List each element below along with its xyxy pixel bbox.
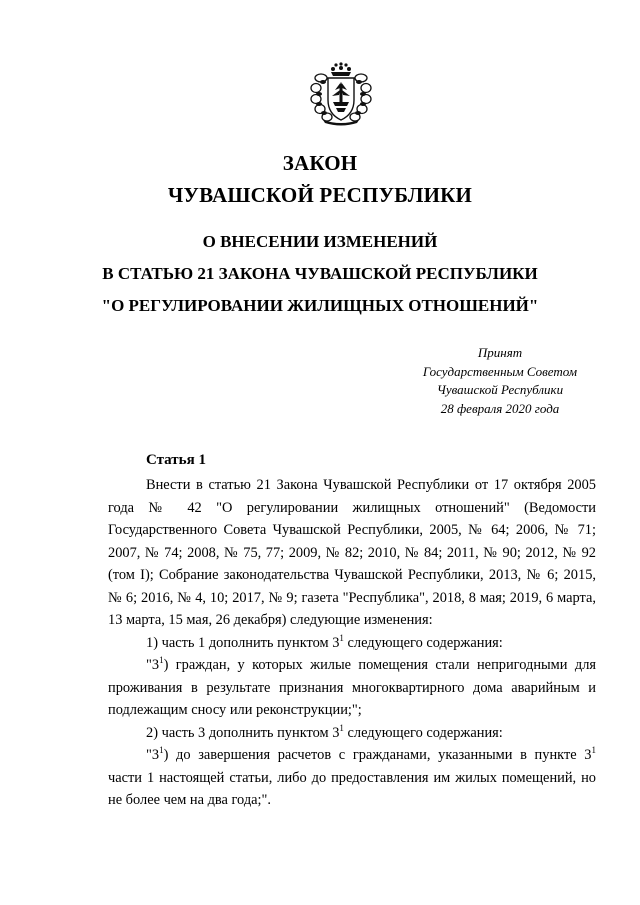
coat-of-arms-emblem [309, 60, 373, 126]
adoption-line-2: Государственным Советом [422, 363, 578, 379]
document-title: ЗАКОН [282, 151, 358, 175]
adoption-line-1: Принят [477, 345, 523, 360]
adoption-note [395, 344, 605, 418]
item-1-text: 1) часть 1 дополнить пунктом 3 [146, 634, 340, 651]
item-2-text: 2) часть 3 дополнить пунктом 3 [146, 724, 340, 741]
item-1-paragraph [108, 632, 596, 655]
subtitle-line-1: О ВНЕСЕНИИ ИЗМЕНЕНИЙ [202, 232, 438, 251]
item-1-text-end: следующего содержания: [343, 634, 503, 651]
subtitle-line-3: "О РЕГУЛИРОВАНИИ ЖИЛИЩНЫХ ОТНОШЕНИЙ" [101, 296, 539, 315]
quote-2-text-end: части 1 настоящей статьи, либо до предоставления им жилых помещений, но не более чем на два года;". [108, 769, 596, 808]
article-heading: Статья 1 [146, 452, 206, 468]
superscript: 1 [159, 745, 164, 755]
quote-1-paragraph [108, 654, 596, 722]
law-subtitle [0, 226, 640, 322]
superscript: 1 [339, 632, 344, 643]
item-2-paragraph [108, 722, 596, 745]
quote-2-paragraph [108, 744, 596, 812]
subtitle-line-2: В СТАТЬЮ 21 ЗАКОНА ЧУВАШСКОЙ РЕСПУБЛИКИ [102, 264, 538, 283]
item-2-text-end: следующего содержания: [343, 724, 503, 741]
quote-1-start: "3 [146, 657, 160, 673]
superscript: 1 [591, 745, 596, 755]
superscript: 1 [339, 722, 344, 733]
document-title-republic: ЧУВАШСКОЙ РЕСПУБЛИКИ [167, 183, 473, 207]
adoption-date: 28 февраля 2020 года [440, 400, 560, 416]
article-body [108, 474, 596, 812]
quote-1-text: ) граждан, у которых жилые помещения стали непригодными для проживания в результате признания многоквартирного дома аварийным и подлежащим сносу или реконструкции;"; [108, 657, 596, 718]
quote-2-start: "3 [146, 747, 160, 763]
article-intro-paragraph: Внести в статью 21 Закона Чувашской Республики от 17 октября 2005 года № 42 "О регулировании жилищных отношений" (Ведомости Государственного Совета Чувашской Республики, 2005, № 64; 2006, № 71; 2007, № 74; 2008, № 75, 77; 2009, № 82; 2010, № 84; 2011, № 90; 2012, № 92 (том I); Собрание законодательства Чувашской Республики, 2013, № 6; 2015, № 6; 2016, № 4, 10; 2017, № 9; газета "Республика", 2018, 8 мая; 2019, 6 марта, 13 марта, 15 мая, 26 декабря) следующие изменения: [108, 477, 596, 628]
superscript: 1 [159, 655, 164, 665]
adoption-line-3: Чувашской Республики [436, 382, 564, 397]
quote-2-text: ) до завершения расчетов с гражданами, указанными в пункте 3 [163, 747, 592, 763]
